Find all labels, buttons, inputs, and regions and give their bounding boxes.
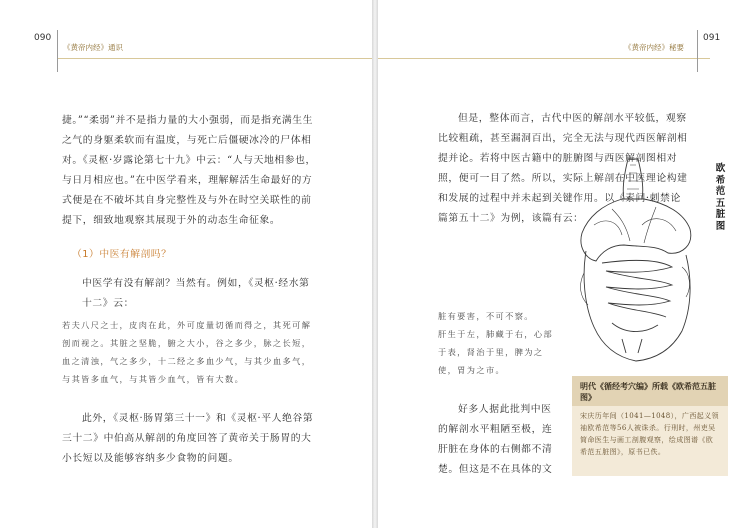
running-title-right: 《黄帝内经》秘要 bbox=[624, 43, 684, 52]
header-rule-left bbox=[58, 58, 372, 59]
left-quote-block: 若夫八尺之士，皮肉在此，外可度量切循而得之，其死可解剖而视之。其脏之坚脆，腑之大小，谷之多少，脉之长短，血之清浊，气之多少，十二经之多血少气，与其少血多气，与其皆多血气，与其皆少血气，皆有大数。 bbox=[62, 320, 312, 384]
page-number-right: 091 bbox=[703, 33, 721, 43]
left-paragraph-2: 中医学有没有解剖？当然有。例如，《灵枢·经水第十二》云： bbox=[82, 278, 310, 309]
running-title-left: 《黄帝内经》通识 bbox=[63, 43, 123, 52]
illustration-title-text: 欧希范五脏图 bbox=[715, 163, 726, 232]
left-paragraph-3: 此外，《灵枢·肠胃第三十一》和《灵枢·平人绝谷第三十二》中伯高从解剖的角度回答了黄帝关于肠胃的大小长短以及能够容纳多少食物的问题。 bbox=[62, 413, 314, 464]
figure-caption-box bbox=[572, 376, 728, 476]
caption-body: 宋庆历年间（1041—1048），广西起义领袖欧希范等56人被诛杀。行刑时，州吏吴简命医生与画工剖腹观察，绘成图谱《欧希范五脏图》，原书已佚。 bbox=[580, 412, 719, 456]
five-organs-illustration bbox=[572, 155, 700, 375]
left-page bbox=[0, 0, 372, 528]
header-divider-left bbox=[57, 30, 58, 72]
page-number-left: 090 bbox=[34, 33, 52, 43]
illustration-vertical-title bbox=[714, 163, 727, 232]
left-paragraph-1: 捷。”“柔弱”并不是指力量的大小强弱，而是指充满生生之气的身躯柔软而有温度，与死亡后僵硬冰冷的尸体相对。《灵枢·岁露论第七十九》中云：“人与天地相参也，与日月相应也。”在中医学看来，理解解活生命最好的方式便是在不破坏其自身完整性及与外在时空关联性的前提下，细致地观察其展现于外的动态生命征象。 bbox=[62, 115, 316, 226]
right-quote-lead: 脏有要害，不可不察。 bbox=[438, 311, 534, 321]
header-rule-right bbox=[378, 58, 710, 59]
right-paragraph-bottom: 好多人据此批判中医的解剖水平粗陋至极，连肝脏在身体的右侧都不清楚。但这是不在具体的文 bbox=[438, 404, 553, 475]
right-quote-block: 肝生于左，肺藏于右，心部于表，肾治于里，脾为之使，胃为之市。 bbox=[438, 329, 554, 375]
caption-title: 明代《循经考穴编》所载《欧希范五脏图》 bbox=[572, 376, 728, 406]
section-subheading: （1）中医有解剖吗？ bbox=[72, 249, 172, 260]
header-divider-right bbox=[697, 30, 698, 72]
right-paragraph-top: 但是，整体而言，古代中医的解剖水平较低，观察比较粗疏，甚至漏洞百出，完全无法与现代西医解剖相提并论。若将中医古籍中的脏腑图与西医解剖图相对照，便可一目了然。所以，实际上解剖在中医理论构建和发展的过程中并未起到关键作用。以《素问·刺禁论篇第五十二》为例，该篇有云： bbox=[438, 113, 688, 224]
